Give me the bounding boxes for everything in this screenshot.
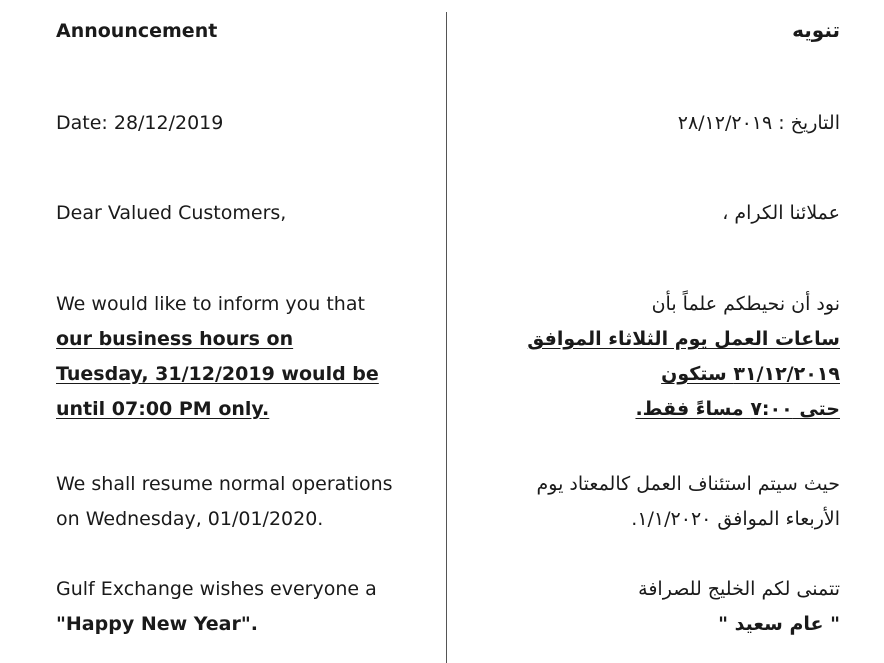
column-divider <box>446 12 447 663</box>
english-resume-line1: We shall resume normal operations <box>56 473 393 495</box>
english-date: Date: 28/12/2019 <box>56 112 224 134</box>
arabic-heading: تنويه <box>792 18 840 42</box>
arabic-resume-line2: الأربعاء الموافق ١/١/٢٠٢٠. <box>631 508 840 530</box>
english-wishes-line2: "Happy New Year". <box>56 613 258 635</box>
arabic-hours-line2: ٣١/١٢/٢٠١٩ ستكون <box>661 363 840 385</box>
arabic-hours-line1: ساعات العمل يوم الثلاثاء الموافق <box>527 328 840 350</box>
arabic-greeting: عملائنا الكرام ، <box>722 202 840 224</box>
english-heading: Announcement <box>56 20 218 42</box>
english-resume-line2: on Wednesday, 01/01/2020. <box>56 508 324 530</box>
arabic-hours-line3: حتى ٧:٠٠ مساءً فقط. <box>635 398 840 420</box>
english-greeting: Dear Valued Customers, <box>56 202 287 224</box>
english-hours-line2: Tuesday, 31/12/2019 would be <box>56 363 379 385</box>
english-hours-line1: our business hours on <box>56 328 294 350</box>
arabic-inform-intro: نود أن نحيطكم علماً بأن <box>651 293 840 315</box>
arabic-wishes-line2: " عام سعيد " <box>718 613 840 635</box>
arabic-resume-line1: حيث سيتم استئناف العمل كالمعتاد يوم <box>536 473 840 495</box>
english-inform-intro: We would like to inform you that <box>56 293 365 315</box>
arabic-wishes-line1: تتمنى لكم الخليج للصرافة <box>638 578 840 600</box>
arabic-date: التاريخ : ٢٨/١٢/٢٠١٩ <box>677 112 840 134</box>
english-wishes-line1: Gulf Exchange wishes everyone a <box>56 578 377 600</box>
english-hours-line3: until 07:00 PM only. <box>56 398 270 420</box>
